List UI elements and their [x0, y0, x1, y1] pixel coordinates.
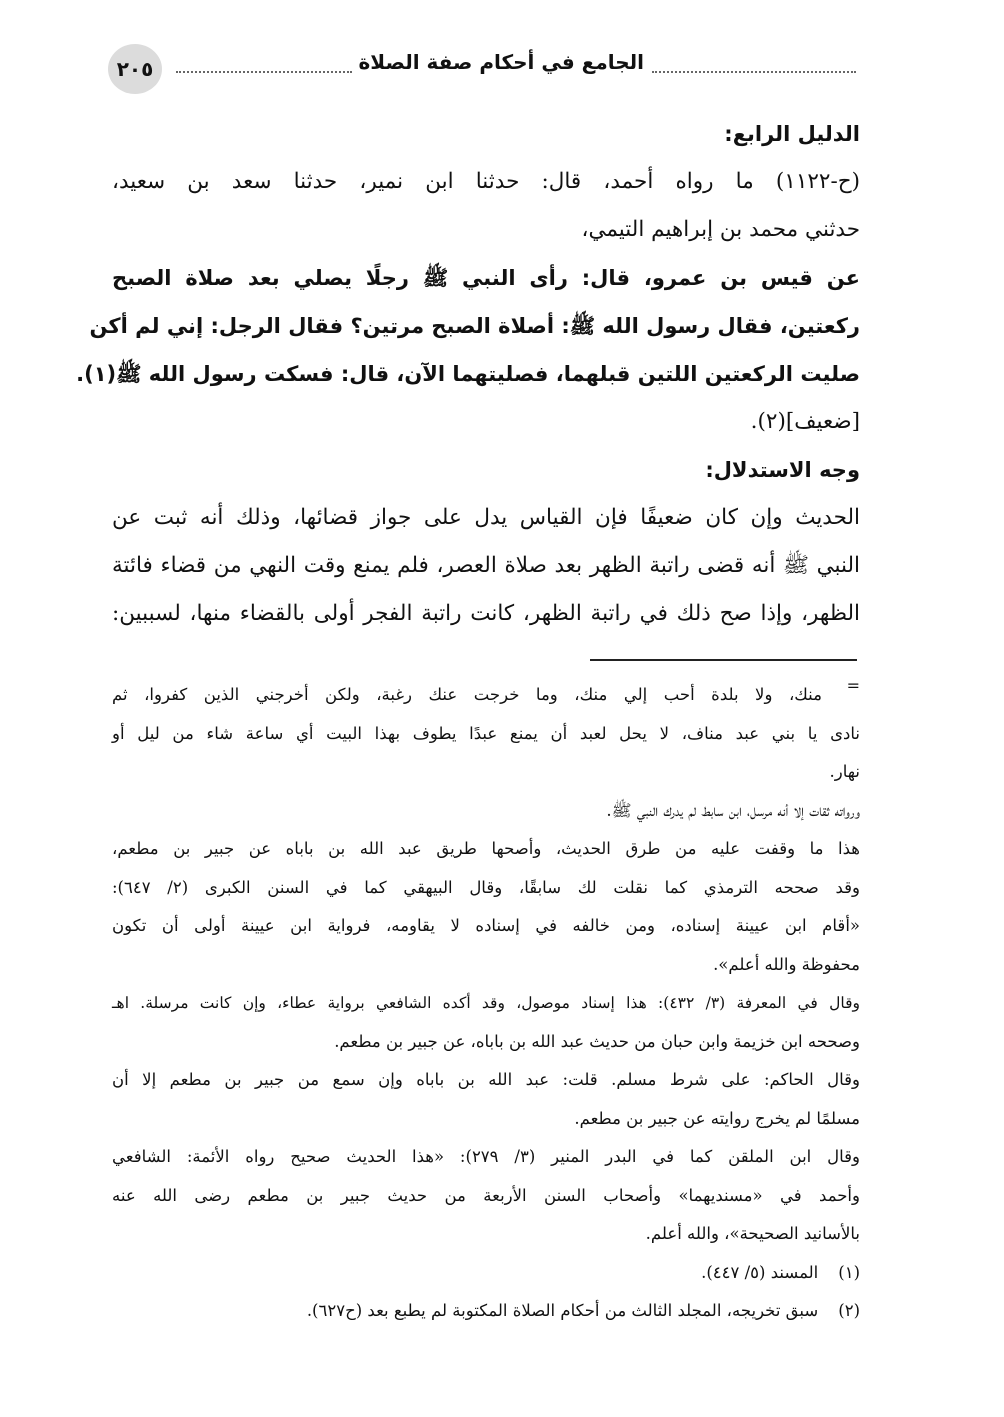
book-title: الجامع في أحكام صفة الصلاة	[358, 50, 644, 74]
footnote-line: منك، ولا بلدة أحب إلي منك، وما خرجت عنك رغبة، ولكن أخرجني الذين كفروا، ثم	[112, 685, 822, 704]
footnote-line: وقال في المعرفة (٣/ ٤٣٢): هذا إسناد موصول، وقد أكده الشافعي برواية عطاء، وإن كانت مرسلة. اهـ	[112, 994, 860, 1012]
footnote-separator	[590, 659, 857, 661]
text-line: (ح-١١٢٢) ما رواه أحمد، قال: حدثنا ابن نمير، حدثنا سعد بن سعيد،	[112, 169, 860, 194]
footnote-number: (١)	[838, 1262, 860, 1282]
footnote-line: وقد صححه الترمذي كما نقلت لك سابقًا، وقال البيهقي كما في السنن الكبرى (٢/ ٦٤٧):	[112, 877, 860, 897]
header-dots-right	[652, 71, 856, 73]
footnote-2	[112, 1292, 860, 1331]
header-dots-left	[176, 71, 352, 73]
page-header	[108, 44, 856, 96]
grade-label: [ضعيف](٢).	[750, 409, 860, 434]
footnote-line: وصححه ابن خزيمة وابن حبان من حديث عبد الله بن باباه، عن جبير بن مطعم.	[334, 1031, 860, 1051]
footnote-text: المسند (٥/ ٤٤٧).	[701, 1262, 819, 1282]
footnote-line: وقال الحاكم: على شرط مسلم. قلت: عبد الله بن باباه وإن سمع من جبير بن مطعم إلا أن	[112, 1070, 860, 1089]
footnote-line: وأحمد في «مسنديهما» وأصحاب السنن الأربعة من حديث جبير بن مطعم رضى الله عنه	[112, 1185, 860, 1205]
footnotes	[112, 676, 860, 1331]
section-heading-2: وجه الاستدلال:	[705, 458, 860, 482]
hadith-line: ركعتين، فقال رسول الله ﷺ: أصلاة الصبح مرتين؟ فقال الرجل: إني لم أكن	[89, 314, 860, 338]
footnote-line: بالأسانيد الصحيحة»، والله أعلم.	[645, 1224, 860, 1243]
paragraph-line: الظهر، وإذا صح ذلك في راتبة الظهر، كانت راتبة الفجر أولى بالقضاء منها، لسببين:	[112, 601, 860, 626]
paragraph-line: النبي ﷺ أنه قضى راتبة الظهر بعد صلاة العصر، فلم يمنع وقت النهي من قضاء فائتة	[112, 553, 860, 578]
continuation-mark: =	[846, 676, 860, 695]
hadith-line: صليت الركعتين اللتين قبلهما، فصليتهما الآن، قال: فسكت رسول الله ﷺ(١).	[76, 362, 860, 386]
footnote-line: وقال ابن الملقن كما في البدر المنير (٣/ ٢٧٩): «هذا الحديث صحيح رواه الأئمة: الشافعي	[112, 1147, 860, 1166]
paragraph-line: الحديث وإن كان ضعيفًا فإن القياس يدل على جواز قضائها، وذلك أنه ثبت عن	[112, 505, 860, 530]
main-text	[76, 110, 860, 638]
page-number: ٢٠٥	[108, 44, 162, 94]
text-line: حدثني محمد بن إبراهيم التيمي،	[581, 217, 860, 242]
footnote-text: سبق تخريجه، المجلد الثالث من أحكام الصلاة المكتوبة لم يطبع بعد (ح٦٢٧).	[306, 1301, 819, 1320]
footnote-line: هذا ما وقفت عليه من طرق الحديث، وأصحها طريق عبد الله بن باباه عن جبير بن مطعم،	[112, 839, 860, 858]
footnote-line: نادى يا بني عبد مناف، لا يحل لعبد أن يمنع عبدًا يطوف بهذا البيت أي ساعة شاء من ليل أو	[112, 723, 860, 743]
footnote-1	[112, 1254, 860, 1293]
footnote-line: محفوظة والله أعلم».	[713, 954, 860, 974]
hadith-line: عن قيس بن عمرو، قال: رأى النبي ﷺ رجلًا يصلي بعد صلاة الصبح	[112, 266, 860, 290]
footnote-number: (٢)	[838, 1301, 860, 1320]
footnote-line: مسلمًا لم يخرج روايته عن جبير بن مطعم.	[574, 1108, 860, 1128]
footnote-line: «أقام ابن عيينة إسناده، ومن خالفه في إسناده لا يقاومه، فرواية ابن عيينة أولى أن تكون	[112, 916, 860, 935]
footnote-line: نهار.	[829, 762, 860, 781]
footnote-line: ورواته ثقات إلا أنه مرسل، ابن سابط لم يدرك النبي ﷺ.	[606, 800, 860, 820]
section-heading: الدليل الرابع:	[724, 122, 860, 146]
